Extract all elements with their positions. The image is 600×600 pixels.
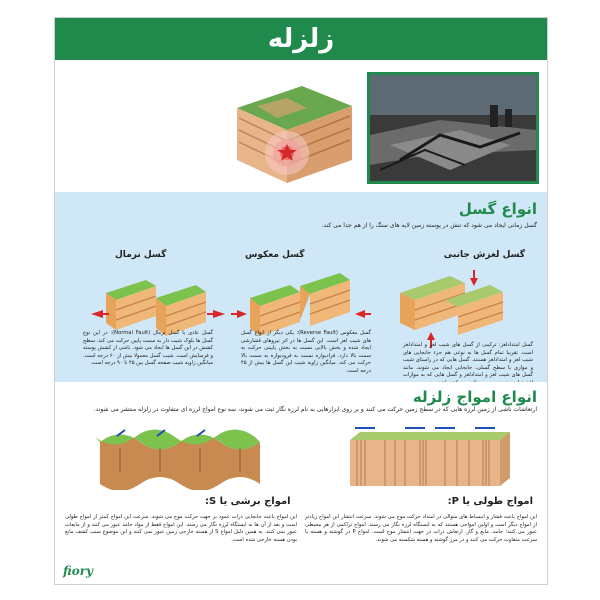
page-title: زلزله	[55, 18, 547, 60]
arrow-right-icon	[231, 310, 247, 318]
fault-label-reverse: گسل معکوس	[245, 250, 305, 260]
s-wave-text: این امواج باعث جابجایی ذرات عمود بر جهت حرکت موج می شوند. سرعت این امواج کمتر از امواج طولی است و بعد از آن ها به ایستگاه لرزه نگار می رسند. این امواج فقط از مواد جامد عبور می کنند و از مایعات عبور نمی کنند. به همین دلیل امواج S از هسته خارجی زمین عبور نمی کنند و این موضوع سبب کشف مایع بودن هسته خارجی شده است.	[65, 514, 297, 543]
s-wave-figure	[95, 422, 265, 490]
p-wave-figure	[345, 422, 515, 490]
arrow-left-icon	[91, 310, 109, 318]
earthquake-photo	[367, 72, 539, 184]
faults-intro: گسل زمانی ایجاد می شود که تنش در پوسته زمین لایه های سنگ را از هم جدا می کند.	[321, 222, 537, 229]
faults-section	[55, 192, 547, 382]
arrow-right-icon	[207, 310, 225, 318]
poster	[54, 17, 548, 585]
fault-label-normal: گسل نرمال	[115, 250, 167, 260]
faults-heading: انواع گسل	[458, 200, 537, 218]
fault-text-normal: گسل عادی یا گسل نرمال (Normal Fault): در این نوع گسل ها بلوک شیب دار به سمت پایین حرکت می کند. سطح کشش در این گسل ها ایجاد می شود. ناشی از کشش پوسته و فرسایش است. شیب گسل معمولا بیش از ۶۰ درجه است. میانگین زاویه شیب صفحه گسل بین ۴۵ تا ۹۰ درجه است.	[83, 330, 213, 367]
arrow-down-icon	[470, 270, 478, 286]
arrow-left-icon	[355, 310, 371, 318]
normal-fault-figure	[101, 268, 211, 338]
intro-section	[55, 60, 547, 192]
fault-text-strike-slip: گسل امتدادلغز: ترکیبی از گسل های شیب لغز و امتدادلغز است. تقریبا تمام گسل ها به نوعی هم جزء جابجایی های شیب لغز و امتدادلغز هستند. گسل هایی که در راستای شیب و موازی با سطح گسلی، جابجایی ایجاد می شوند، مانند گسل های شیب لغز و امتدادلغز و گسل هایی که به موازات	[403, 342, 533, 379]
waves-heading: انواع امواج زلزله	[412, 388, 537, 406]
waves-intro: ارتعاشات ناشی از زمین لرزه هایی که در سطح زمین حرکت می کنند و بر روی ابزارهایی به نام لرزه نگار ثبت می شوند، سه نوع امواج لرزه ای متفاوت در زلزله منتشر می شوند.	[93, 406, 537, 413]
fault-label-strike-slip: گسل لغزش جانبی	[443, 250, 525, 260]
s-wave-title: امواج برشی یا S:	[205, 496, 291, 507]
fault-text-reverse: گسل معکوس (Reverse Fault): یکی دیگر از انواع گسل های شیب لغز است. این گسل ها در اثر نیروهای فشارشی ایجاد شده و بخش بالایی نسبت به بخش پایینی حرکت به سمت بالا دارد. فرادیواره نسبت به فرودیواره به سمت بالا حرکت می کند. میانگین زاویه شیب این گسل ها بیش از ۴۵ درجه است.	[241, 330, 371, 374]
earth-block-diagram	[227, 78, 357, 188]
p-wave-text: این امواج باعث فشار و انبساط های متوالی در امتداد حرکت موج می شوند. سرعت انتشار این امواج زیادتر از امواج دیگر است و اولین امواجی هستند که به ایستگاه لرزه نگار می رسند. امواج تراکمی از هر محیطی عبور می کنند؛ جامد، مایع و گاز. ارتعاش ذرات در جهت انتشار موج است. امواج P در گوشته و هسته با سرعت متفاوت حرکت می کنند و در مرز گوشته و هسته شکسته می شوند.	[305, 514, 537, 543]
strike-slip-fault-figure	[395, 268, 505, 338]
reverse-fault-figure	[245, 268, 355, 338]
waves-section	[55, 382, 547, 584]
brand-logo: fiory	[63, 564, 94, 578]
cracked-road-image	[370, 75, 536, 181]
p-wave-title: امواج طولی یا P:	[447, 496, 533, 507]
